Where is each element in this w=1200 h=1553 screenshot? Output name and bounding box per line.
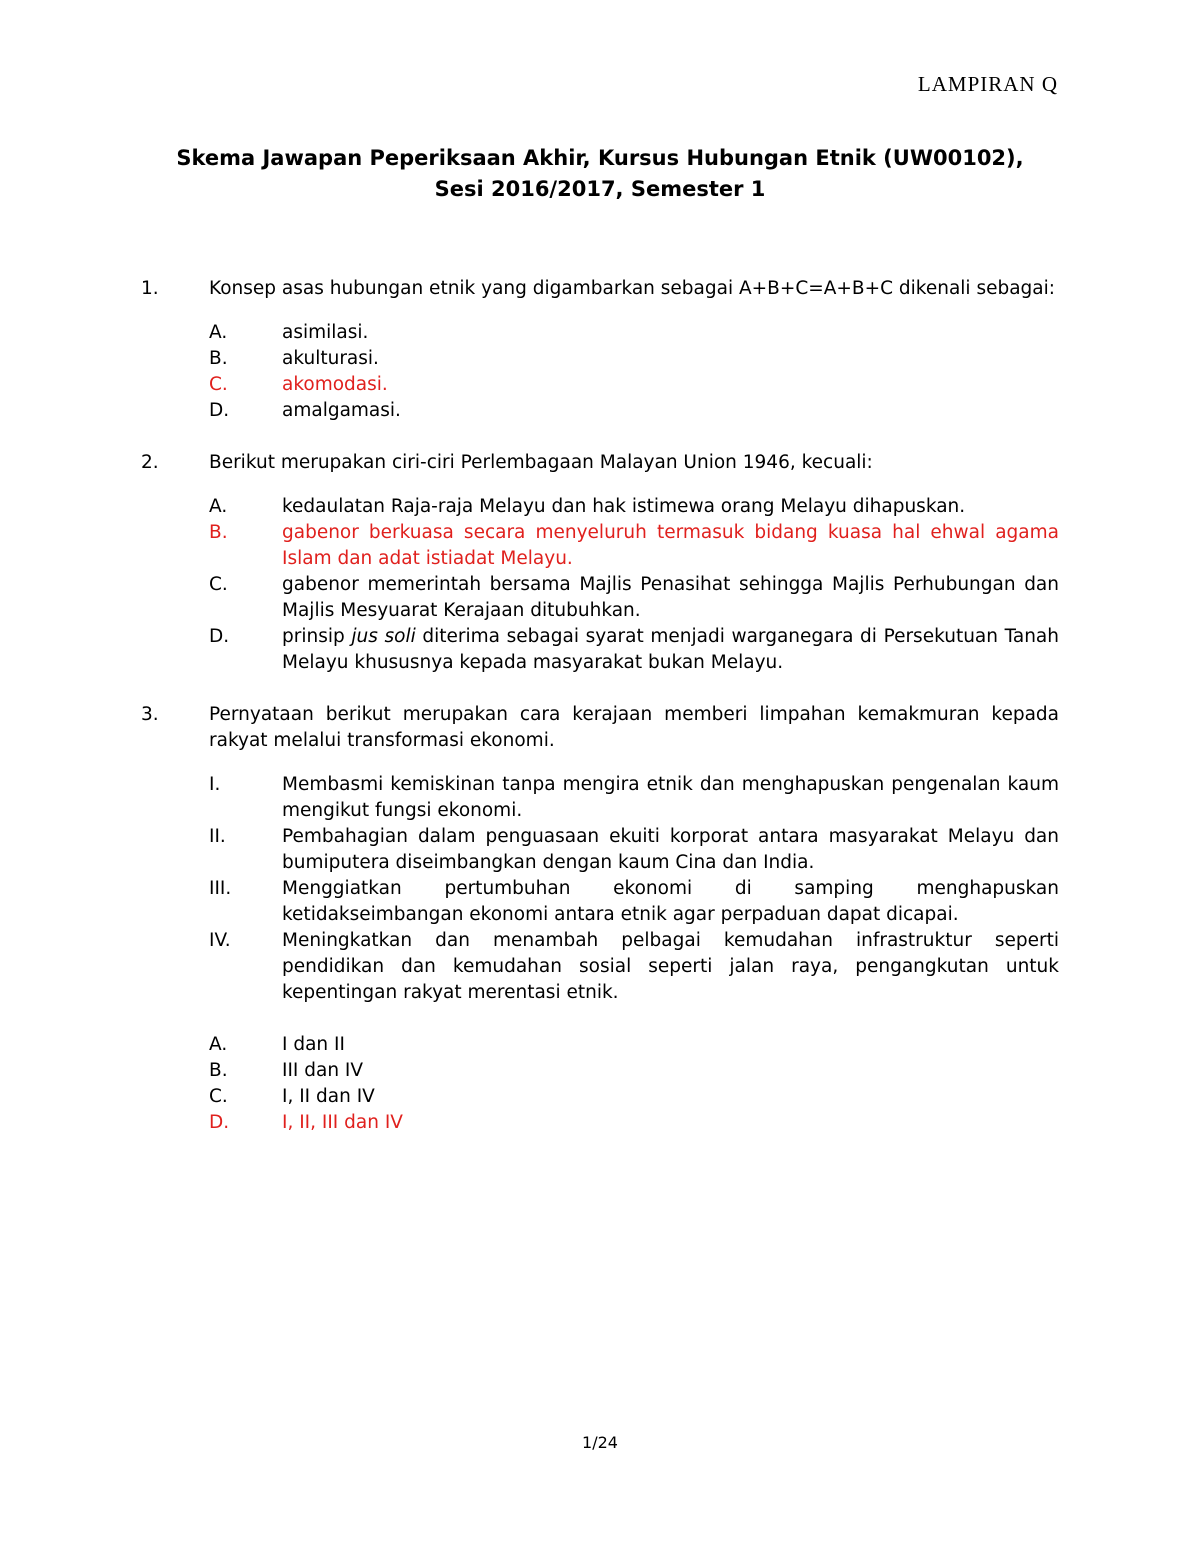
document-title <box>0 143 1200 205</box>
question-text: Berikut merupakan ciri-ciri Perlembagaan Malayan Union 1946, kecuali: <box>209 452 873 473</box>
question-number: 3. <box>141 704 159 725</box>
question-text: Pernyataan berikut merupakan cara kerajaan memberi limpahan kemakmuran kepada rakyat melalui transformasi ekonomi. <box>209 704 1059 751</box>
answer-options <box>209 1032 1059 1136</box>
question-number: 2. <box>141 452 159 473</box>
question-text: Konsep asas hubungan etnik yang digambarkan sebagai A+B+C=A+B+C dikenali sebagai: <box>209 278 1055 299</box>
option-c: C. gabenor memerintah bersama Majlis Penasihat sehingga Majlis Perhubungan dan Majlis Mesyuarat Kerajaan ditubuhkan. <box>209 574 1059 621</box>
statement-iv: IV. Meningkatkan dan menambah pelbagai kemudahan infrastruktur seperti pendidikan dan kemudahan sosial seperti jalan raya, pengangkutan untuk kepentingan rakyat merentasi etnik. <box>209 930 1059 1003</box>
statement-ii: II. Pembahagian dalam penguasaan ekuiti korporat antara masyarakat Melayu dan bumiputera diseimbangkan dengan kaum Cina dan India. <box>209 826 1059 873</box>
option-b: B. III dan IV <box>209 1060 364 1081</box>
option-d: D. prinsip jus soli diterima sebagai syarat menjadi warganegara di Persekutuan Tanah Melayu khususnya kepada masyarakat bukan Melayu. <box>209 626 1059 673</box>
answer-options <box>209 494 1059 676</box>
option-c: C. I, II dan IV <box>209 1086 375 1107</box>
title-line-2: Sesi 2016/2017, Semester 1 <box>434 177 766 201</box>
option-d: D. amalgamasi. <box>209 400 401 421</box>
option-c-correct-answer: C. akomodasi. <box>209 374 388 395</box>
option-d-correct-answer: D. I, II, III dan IV <box>209 1112 403 1133</box>
question-number: 1. <box>141 278 159 299</box>
question-2 <box>141 450 1059 676</box>
statement-items <box>209 772 1059 1006</box>
option-a: A. I dan II <box>209 1034 345 1055</box>
appendix-label: LAMPIRAN Q <box>917 72 1058 96</box>
answer-options <box>209 320 1059 424</box>
statement-iii: III. Menggiatkan pertumbuhan ekonomi di samping menghapuskan ketidakseimbangan ekonomi antara etnik agar perpaduan dapat dicapai. <box>209 878 1059 925</box>
question-1 <box>141 276 1059 424</box>
page-number: 1/24 <box>582 1433 618 1452</box>
option-b: B. akulturasi. <box>209 348 379 369</box>
question-3 <box>141 702 1059 1136</box>
option-a: A. asimilasi. <box>209 322 369 343</box>
latin-term: jus soli <box>351 626 416 647</box>
option-a: A. kedaulatan Raja-raja Melayu dan hak istimewa orang Melayu dihapuskan. <box>209 496 966 517</box>
question-list <box>141 276 1059 1136</box>
option-b-correct-answer: B. gabenor berkuasa secara menyeluruh termasuk bidang kuasa hal ehwal agama Islam dan adat istiadat Melayu. <box>209 522 1059 569</box>
statement-i: I. Membasmi kemiskinan tanpa mengira etnik dan menghapuskan pengenalan kaum mengikut fungsi ekonomi. <box>209 774 1059 821</box>
title-line-1: Skema Jawapan Peperiksaan Akhir, Kursus Hubungan Etnik (UW00102), <box>176 146 1024 170</box>
